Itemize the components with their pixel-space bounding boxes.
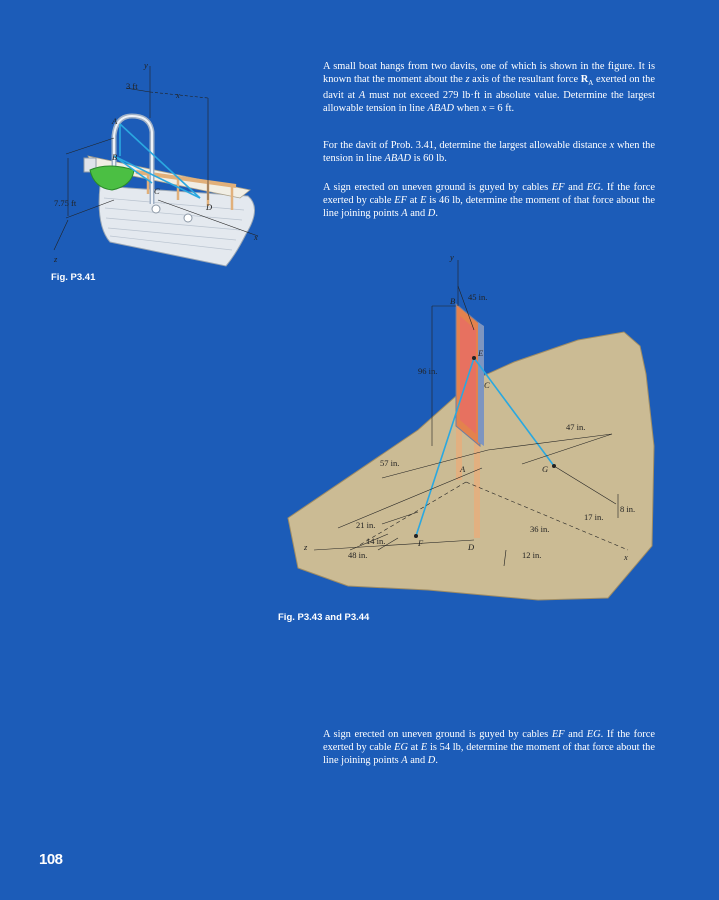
sign-dim-45: 45 in. bbox=[468, 292, 488, 302]
sign-point-a: A bbox=[460, 464, 466, 474]
fig-p3-41-caption: Fig. P3.41 bbox=[51, 272, 96, 283]
davit-x-axis-label: x bbox=[254, 232, 258, 242]
sign-point-b: B bbox=[450, 296, 456, 306]
sign-dim-48: 48 in. bbox=[348, 550, 368, 560]
sign-point-g: G bbox=[542, 464, 549, 474]
sign-dim-12: 12 in. bbox=[522, 550, 542, 560]
page-number: 108 bbox=[39, 851, 63, 868]
sign-y-axis-label: y bbox=[450, 252, 454, 262]
problem-3-41-text: A small boat hangs from two davits, one of which is shown in the figure. It is known that the moment about the z axis of the resultant force $R_A$ exerted on the davit at A must not exceed 279 lb·ft in absolute value. Determine the largest allowable tension in line ABAD when x = 6 ft. bbox=[323, 61, 655, 114]
davit-point-a: A bbox=[112, 116, 118, 126]
davit-y-axis-label: y bbox=[144, 60, 148, 70]
fig-p3-43-caption: Fig. P3.43 and P3.44 bbox=[278, 612, 370, 623]
davit-z-axis-label: z bbox=[54, 254, 58, 264]
sign-dim-17: 17 in. bbox=[584, 512, 604, 522]
sign-point-c: C bbox=[484, 380, 490, 390]
sign-dim-21: 21 in. bbox=[356, 520, 376, 530]
davit-dim-3ft: 3 ft bbox=[126, 81, 138, 91]
problem-3-44-text: A sign erected on uneven ground is guyed by cables EF and EG. If the force exerted by cable EG at E is 54 lb, determine the moment of that force about the line joining points A and D. bbox=[323, 729, 655, 766]
davit-point-c: C bbox=[154, 186, 160, 196]
davit-point-b: B bbox=[112, 152, 118, 162]
problem-3-43-text: A sign erected on uneven ground is guyed by cables EF and EG. If the force exerted by cable EF at E is 46 lb, determine the moment of that force about the line joining points A and D. bbox=[323, 182, 655, 219]
sign-point-e: E bbox=[478, 348, 484, 358]
davit-figure bbox=[48, 58, 278, 273]
sign-dim-47: 47 in. bbox=[566, 422, 586, 432]
sign-z-axis-label: z bbox=[304, 542, 308, 552]
sign-dim-8: 8 in. bbox=[620, 504, 636, 514]
davit-dim-775: 7.75 ft bbox=[54, 198, 77, 208]
porthole-1 bbox=[152, 205, 160, 213]
problem-3-42-text: For the davit of Prob. 3.41, determine the largest allowable distance x when the tension in line ABAD is 60 lb. bbox=[323, 140, 655, 164]
davit-x-distance-label: x bbox=[176, 90, 180, 100]
davit-point-d: D bbox=[206, 202, 213, 212]
sign-dim-96: 96 in. bbox=[418, 366, 438, 376]
sign-dim-36: 36 in. bbox=[530, 524, 550, 534]
lifeboat bbox=[90, 166, 134, 190]
sign-figure bbox=[278, 250, 668, 610]
sign-point-f: F bbox=[418, 538, 424, 548]
sign-x-axis-label: x bbox=[624, 552, 628, 562]
porthole-2 bbox=[184, 214, 192, 222]
sign-point-d: D bbox=[468, 542, 475, 552]
sign-dim-14: 14 in. bbox=[366, 536, 386, 546]
sign-dim-57: 57 in. bbox=[380, 458, 400, 468]
